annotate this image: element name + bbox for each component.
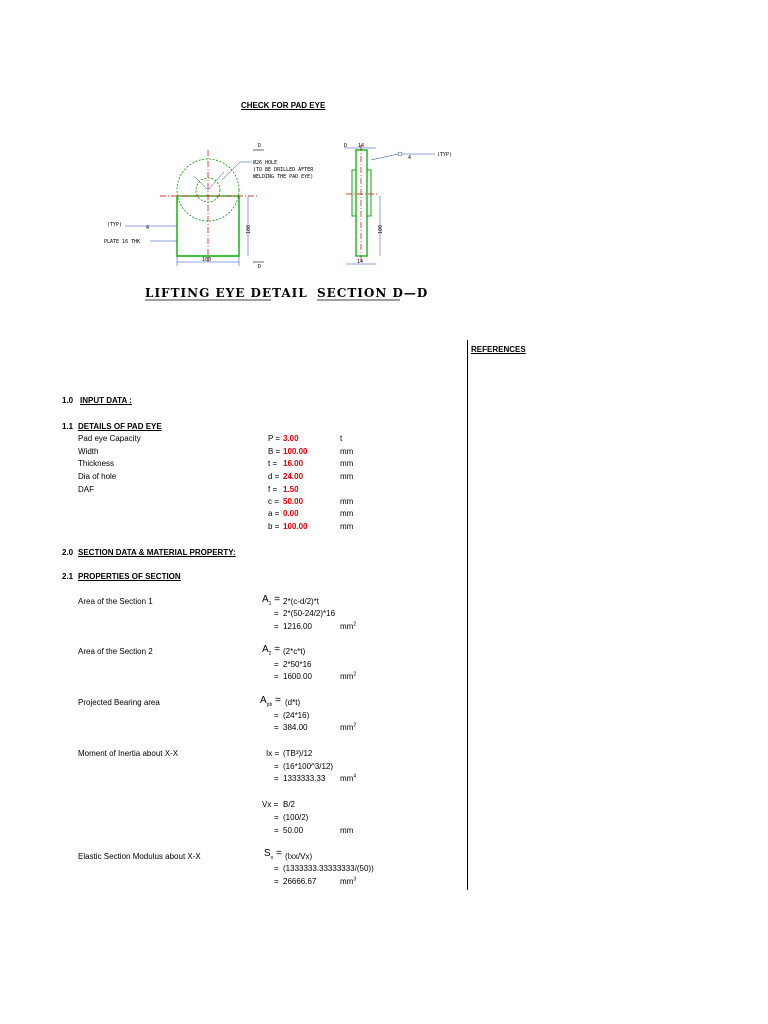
calc-equals: =: [274, 723, 279, 732]
section-mark-bottom: D: [258, 264, 262, 270]
detail-symbol: b =: [268, 522, 280, 531]
section-mark-right: D: [344, 143, 348, 149]
section-mark-top: D: [258, 143, 262, 149]
detail-unit: mm: [340, 497, 354, 506]
detail-value: 0.00: [283, 509, 299, 518]
calc-substitution: 2*50*16: [283, 660, 312, 669]
detail-name: Thickness: [78, 459, 115, 468]
plate-note: PLATE 16 THK: [104, 239, 141, 245]
calc-result: 384.00: [283, 723, 308, 732]
hole-note-3: WELDING THE PAD EYE): [253, 174, 314, 180]
calc-symbol: Vx =: [262, 800, 279, 809]
calc-label: Projected Bearing area: [78, 698, 160, 707]
calc-substitution: (16*100^3/12): [283, 762, 334, 771]
calc-symbol: $A_{pb}$ =: [260, 695, 281, 708]
section-d-d: [344, 143, 452, 265]
calc-label: Moment of Inertia about X-X: [78, 749, 179, 758]
calc-equals: =: [274, 826, 279, 835]
calc-formula: B/2: [283, 800, 296, 809]
calc-equals: =: [274, 660, 279, 669]
typ-right: (TYP): [437, 152, 453, 158]
dim-14-top: 14: [358, 143, 365, 149]
section-heading: SECTION DATA & MATERIAL PROPERTY:: [78, 548, 236, 557]
dim-section-side: 100: [378, 224, 384, 234]
weld-size-left: 4: [146, 225, 150, 231]
detail-unit: t: [340, 434, 343, 443]
section-number: 2.0: [62, 548, 74, 557]
dim-14-bottom: 14: [357, 259, 364, 265]
detail-name: Width: [78, 447, 99, 456]
hole-note-1: Ø26 HOLE: [253, 160, 278, 166]
hole-note-2: (TO BE DRILLED AFTER: [253, 167, 314, 173]
calc-equals: =: [274, 622, 279, 631]
calc-formula: (2*c*t): [283, 647, 306, 656]
subsection-number: 1.1: [62, 422, 74, 431]
calc-result: 1600.00: [283, 672, 312, 681]
typ-left: (TYP): [107, 222, 123, 228]
detail-name: Pad eye Capacity: [78, 434, 141, 443]
caption-lifting-eye: LIFTING EYE DETAIL: [145, 286, 308, 300]
calc-symbol: Ix =: [266, 749, 280, 758]
calc-unit: $mm^3$: [340, 876, 357, 886]
detail-value: 3.00: [283, 434, 299, 443]
caption-section: SECTION D—D: [317, 286, 429, 300]
detail-symbol: P =: [268, 434, 281, 443]
calc-substitution: (24*16): [283, 711, 310, 720]
calc-equals: =: [274, 813, 279, 822]
calc-formula: (d*t): [285, 698, 301, 707]
detail-unit: mm: [340, 509, 354, 518]
section-number: 1.0: [62, 396, 74, 405]
references-heading: REFERENCES: [471, 345, 526, 354]
detail-name: Dia of hole: [78, 472, 117, 481]
calc-unit: mm: [340, 826, 354, 835]
calc-result: 26666.67: [283, 877, 317, 886]
detail-value: 50.00: [283, 497, 304, 506]
lifting-eye-detail: [104, 143, 314, 270]
calc-label: Elastic Section Modulus about X-X: [78, 852, 201, 861]
detail-unit: mm: [340, 522, 354, 531]
calc-equals: =: [274, 877, 279, 886]
calc-formula: (Ixx/Vx): [285, 852, 313, 861]
detail-symbol: a =: [268, 509, 280, 518]
pad-eye-drawing: [0, 0, 768, 320]
detail-unit: mm: [340, 472, 354, 481]
calc-formula: (TB³)/12: [283, 749, 313, 758]
detail-symbol: B =: [268, 447, 281, 456]
subsection-heading: DETAILS OF PAD EYE: [78, 422, 162, 431]
detail-unit: mm: [340, 459, 354, 468]
detail-symbol: c =: [268, 497, 279, 506]
calc-substitution: (1333333.33333333/(50)): [283, 864, 374, 873]
calc-equals: =: [274, 609, 279, 618]
calc-formula: 2*(c-d/2)*t: [283, 597, 320, 606]
calc-result: 1216.00: [283, 622, 312, 631]
detail-value: 16.00: [283, 459, 304, 468]
page-title: CHECK FOR PAD EYE: [241, 101, 326, 110]
detail-symbol: f =: [268, 485, 278, 494]
dim-bottom: 100: [202, 257, 212, 263]
detail-name: DAF: [78, 485, 94, 494]
calc-symbol: $A_1$ =: [262, 594, 281, 607]
subsection-heading: PROPERTIES OF SECTION: [78, 572, 181, 581]
calc-result: 50.00: [283, 826, 304, 835]
calc-equals: =: [274, 711, 279, 720]
calc-equals: =: [274, 672, 279, 681]
detail-value: 24.00: [283, 472, 304, 481]
calc-symbol: $A_2$ =: [262, 644, 281, 657]
subsection-number: 2.1: [62, 572, 74, 581]
calc-unit: $mm^2$: [340, 671, 357, 681]
detail-unit: mm: [340, 447, 354, 456]
section-heading: INPUT DATA :: [80, 396, 132, 405]
detail-value: 100.00: [283, 522, 308, 531]
calc-unit: $mm^4$: [340, 773, 357, 783]
calc-label: Area of the Section 1: [78, 597, 153, 606]
calc-unit: $mm^2$: [340, 722, 357, 732]
references-divider: [467, 340, 468, 890]
weld-size-right: 4: [408, 155, 412, 161]
calc-equals: =: [274, 762, 279, 771]
calc-label: Area of the Section 2: [78, 647, 153, 656]
calc-result: 1333333.33: [283, 774, 326, 783]
detail-symbol: t =: [268, 459, 278, 468]
detail-value: 1.50: [283, 485, 299, 494]
detail-symbol: d =: [268, 472, 280, 481]
detail-value: 100.00: [283, 447, 308, 456]
calc-symbol: $S_x$ =: [264, 848, 282, 861]
dim-side: 100: [246, 224, 252, 234]
calc-equals: =: [274, 774, 279, 783]
calc-substitution: (100/2): [283, 813, 309, 822]
calc-equals: =: [274, 864, 279, 873]
calc-substitution: 2*(50-24/2)*16: [283, 609, 336, 618]
calc-unit: $mm^2$: [340, 621, 357, 631]
